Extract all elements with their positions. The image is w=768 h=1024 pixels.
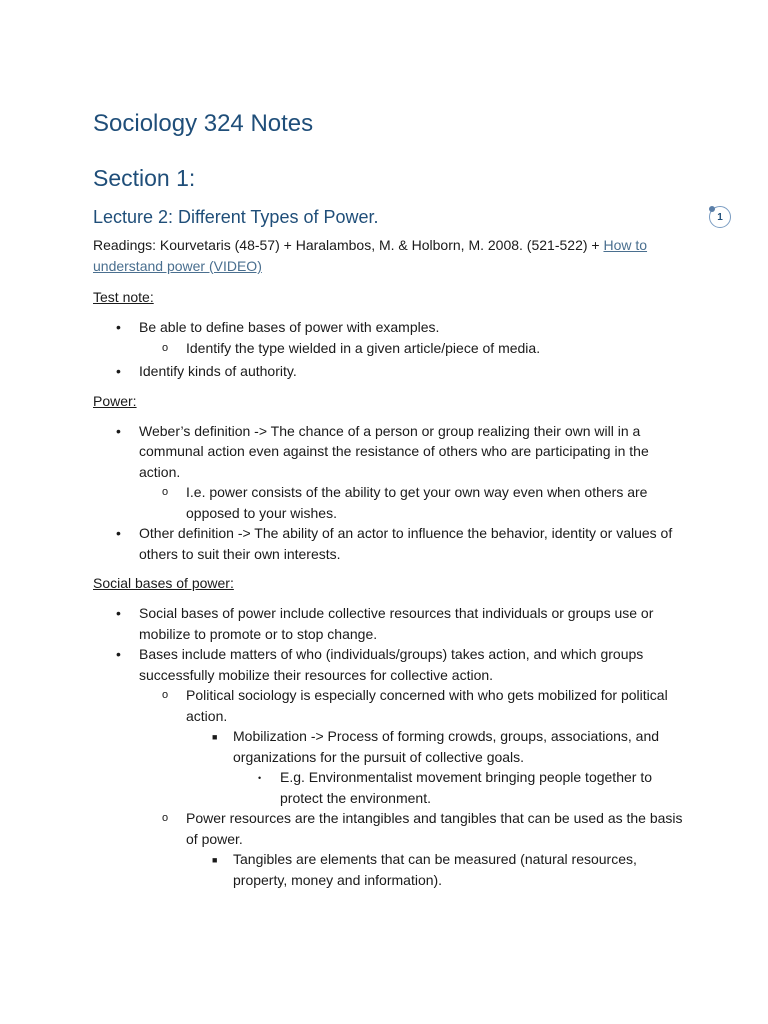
list-item [186,726,683,808]
circle-bullet-icon: o [162,689,169,701]
section-heading: Section 1: [93,165,196,191]
list-item [93,421,683,524]
list-item-text: Social bases of power include collective resources that individuals or groups use or mobilize to promote or to stop change. [139,605,654,642]
sublist [186,849,683,890]
list-item [233,767,683,808]
sublist [186,726,683,808]
square-bullet-icon: ■ [212,855,218,865]
bullet-icon: • [116,525,121,541]
sublist [139,482,683,523]
social-bases-heading: Social bases of power: [93,575,234,591]
comment-count-icon[interactable]: 1 [709,206,731,228]
list-item-text: Weber’s definition -> The chance of a person or group realizing their own will in a communal action even against the resistance of others who are participating in the action. [139,422,649,480]
social-bases-list [93,603,683,890]
list-item [93,603,683,644]
power-heading: Power: [93,392,137,409]
test-note-heading: Test note: [93,289,154,305]
readings-paragraph [93,235,683,277]
list-item-text: Other definition -> The ability of an actor to influence the behavior, identity or values of others to suit their own interests. [139,525,673,562]
list-item-text: Political sociology is especially concerned with who gets mobilized for political action. [186,687,668,724]
list-item [93,317,683,358]
circle-bullet-icon: o [162,341,169,354]
bullet-icon: • [258,773,262,783]
video-link[interactable]: How to understand power (VIDEO) [93,237,648,274]
bullet-icon: • [116,646,121,662]
readings-text: Readings: Kourvetaris (48-57) + Haralambos, M. & Holborn, M. 2008. (521-522) + [93,237,604,253]
circle-bullet-icon: o [162,812,169,824]
sublist [139,685,683,890]
list-item [93,644,683,890]
list-item [139,685,683,808]
bullet-icon: • [116,605,121,621]
bullet-icon: • [116,363,121,379]
comment-indicator-dot [709,206,715,212]
list-item-text: Power resources are the intangibles and tangibles that can be used as the basis of power. [186,810,683,847]
document-page [93,108,683,890]
sublist [139,338,683,359]
list-item-text: Tangibles are elements that can be measured (natural resources, property, money and information). [233,851,637,888]
list-item [139,338,683,359]
list-item [93,361,683,382]
list-item-text: Mobilization -> Process of forming crowds, groups, associations, and organizations for the pursuit of collective goals. [233,728,660,765]
test-note-list [93,317,683,382]
list-item-text: Identify the type wielded in a given article/piece of media. [186,339,541,356]
list-item [186,849,683,890]
power-list [93,421,683,565]
list-item-text: E.g. Environmentalist movement bringing people together to protect the environment. [280,769,652,806]
square-bullet-icon: ■ [212,732,218,742]
sublist [233,767,683,808]
list-item-text: Bases include matters of who (individuals/groups) takes action, and which groups successfully mobilize their resources for collective action. [139,646,644,683]
list-item [93,523,683,564]
circle-bullet-icon: o [162,486,169,498]
list-item [139,482,683,523]
list-item-text: Identify kinds of authority. [139,363,297,379]
list-item-text: I.e. power consists of the ability to get your own way even when others are opposed to your wishes. [186,484,648,521]
document-title: Sociology 324 Notes [93,110,314,137]
bullet-icon: • [116,319,121,335]
list-item-text: Be able to define bases of power with examples. [139,319,440,335]
list-item [139,808,683,890]
lecture-heading: Lecture 2: Different Types of Power. [93,207,379,227]
bullet-icon: • [116,422,121,439]
